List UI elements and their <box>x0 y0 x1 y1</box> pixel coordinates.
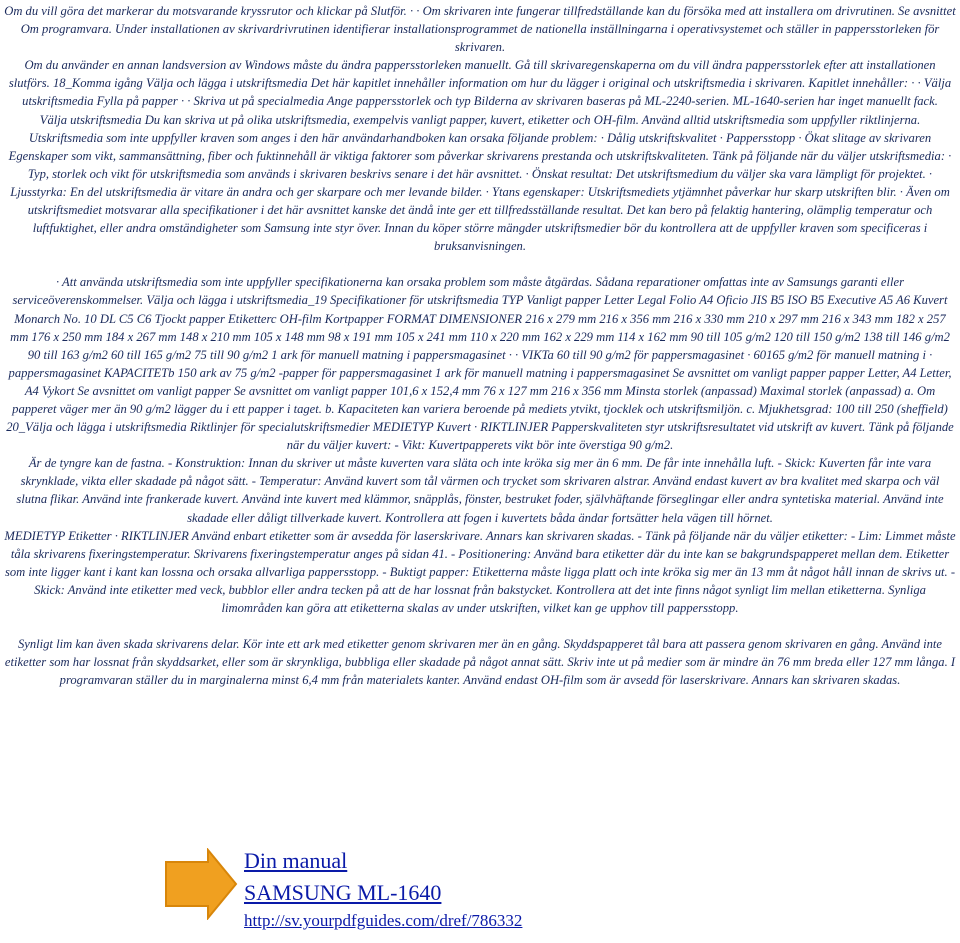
manual-link[interactable]: Din manual <box>244 848 348 873</box>
paragraph-2: Om du använder en annan landsversion av Windows måste du ändra pappersstorleken manuellt. Gå till skrivaregenskaperna om du vill ändra pappersstorlek efter att installationen slutförs. 18_Komma igång Välja och lägga i utskriftsmedia Det här kapitlet innehåller information om hur du lägger i original och utskriftsmedia i skrivaren. Kapitlet innehåller: · · Välja utskriftsmedia Fylla på papper · · Skriva ut på specialmedia Ange pappersstorlek och typ Bilderna av skrivaren baseras på ML-2240-serien. ML-1640-serien har inget manuellt fack. <box>8 58 952 109</box>
paragraph-5: Är de tyngre kan de fastna. - Konstruktion: Innan du skriver ut måste kuverten vara släta och inte kröka sig mer än 6 mm. De får inte innehålla luft. - Skick: Kuverten får inte vara skrynklade, vikta eller skadade på något sätt. - Temperatur: Använd kuvert som tål värmen och trycket som skrivaren alstrar. Använd endast kuvert av bra kvalitet med skarpa och väl slutna flikar. Använd inte frankerade kuvert. Använd inte kuvert med klämmor, snäpplås, fönster, bestruket foder, självhäftande förseglingar eller andra syntetiska material. Använd inte skadade eller dåligt tillverkade kuvert. Kontrollera att fogen i kuvertets båda ändar fortsätter hela vägen till hörnet. <box>16 456 944 525</box>
url-link[interactable]: http://sv.yourpdfguides.com/dref/786332 <box>244 911 523 930</box>
paragraph-7: Synligt lim kan även skada skrivarens delar. Kör inte ett ark med etiketter genom skrivaren mer än en gång. Skyddspapperet tål bara att passera genom skrivaren en gång. Använd inte etiketter som har lossnat från skyddsarket, eller som är skrynkliga, bubbliga eller skadade på något annat sätt. Skriv inte ut på medier som är mindre än 76 mm breda eller 127 mm långa. I programvaran ställer du in marginalerna minst 6,4 mm från materialets kanter. Använd endast OH-film som är avsedd för laserskrivare. Annars kan skrivaren skadas. <box>4 637 956 688</box>
paragraph-1: Om du vill göra det markerar du motsvarande kryssrutor och klickar på Slutför. · · Om skrivaren inte fungerar tillfredställande kan du försöka med att installera om drivrutinen. Se avsnittet Om programvara. Under installationen av skrivardrivrutinen identifierar installationsprogrammet de nationella inställningarna i operativsystemet och ställer in pappersstorleken för skrivaren. <box>4 4 956 55</box>
footer <box>160 846 720 938</box>
orange-arrow-icon <box>160 848 240 920</box>
paragraph-6: MEDIETYP Etiketter · RIKTLINJER Använd enbart etiketter som är avsedda för laserskrivare. Annars kan skrivaren skadas. - Tänk på följande när du väljer etiketter: - Lim: Limmet måste tåla skrivarens fixeringstemperatur. Skrivarens fixeringstemperatur anges på sidan 41. - Positionering: Använd bara etiketter där du inte kan se bakgrundspapperet mellan dem. Etiketter som inte ligger kant i kant kan lossna och orsaka allvarliga pappersstopp. - Buktigt papper: Etiketterna måste ligga platt och inte kröka sig mer än 13 mm åt något håll innan de skrivs ut. - Skick: Använd inte etiketter med veck, bubblor eller andra tecken på att de har lossnat från bakstycket. Kontrollera att det inte finns något synligt lim mellan etiketterna. Synliga limområden kan göra att etiketterna skalas av under utskriften, vilket kan ge upphov till pappersstopp. <box>4 528 956 615</box>
product-link[interactable]: SAMSUNG ML-1640 <box>244 880 442 905</box>
document-body <box>4 2 956 689</box>
footer-links <box>244 846 522 932</box>
paragraph-4: · Att använda utskriftsmedia som inte uppfyller specifikationerna kan orsaka problem som måste åtgärdas. Sådana reparationer omfattas inte av Samsungs garanti eller serviceöverenskommelser. Välja och lägga i utskriftsmedia_19 Specifikationer för utskriftsmedia TYP Vanligt papper Letter Legal Folio A4 Oficio JIS B5 ISO B5 Executive A5 A6 Kuvert Monarch No. 10 DL C5 C6 Tjockt papper Etiketterc OH-film Kortpapper FORMAT DIMENSIONER 216 x 279 mm 216 x 356 mm 216 x 330 mm 210 x 297 mm 216 x 343 mm 182 x 257 mm 176 x 250 mm 184 x 267 mm 148 x 210 mm 105 x 148 mm 98 x 191 mm 105 x 241 mm 110 x 220 mm 162 x 229 mm 114 x 162 mm 90 till 105 g/m2 120 till 150 g/m2 138 till 146 g/m2 90 till 163 g/m2 60 till 165 g/m2 75 till 90 g/m2 1 ark för manuell matning i pappersmagasinet · · VIKTa 60 till 90 g/m2 för pappersmagasinet · 60165 g/m2 för manuell matning i · pappersmagasinet KAPACITETb 150 ark av 75 g/m2 -papper för pappersmagasinet 1 ark för manuell matning i pappersmagasinet Se avsnittet om vanligt papper papper Letter, A4 Letter, A4 Vykort Se avsnittet om vanligt papper Se avsnittet om vanligt papper 101,6 x 152,4 mm 76 x 127 mm 216 x 356 mm Minsta storlek (anpassad) Maximal storlek (anpassad) a. Om papperet väger mer än 90 g/m2 lägger du i ett papper i taget. b. Kapaciteten kan variera beroende på mediets ytvikt, tjocklek och utskriftsmiljön. c. Mjukhetsgrad: 100 till 250 (sheffield) 20_Välja och lägga i utskriftsmedia Riktlinjer för specialutskriftsmedier MEDIETYP Kuvert · RIKTLINJER Papperskvaliteten styr utskriftsresultatet vid utskrift av kuvert. Tänk på följande när du väljer kuvert: - Vikt: Kuvertpapperets vikt bör inte överstiga 90 g/m2. <box>6 275 954 453</box>
paragraph-3: Välja utskriftsmedia Du kan skriva ut på olika utskriftsmedia, exempelvis vanligt papper, kuvert, etiketter och OH-film. Använd alltid utskriftsmedia som uppfyller riktlinjerna. Utskriftsmedia som inte uppfyller kraven som anges i den här användarhandboken kan orsaka följande problem: · Dålig utskriftskvalitet · Pappersstopp · Ökat slitage av skrivaren Egenskaper som vikt, sammansättning, fiber och fuktinnehåll är viktiga faktorer som påverkar skrivarens prestanda och utskriftskvaliteten. Tänk på följande när du väljer utskriftsmedia: · Typ, storlek och vikt för utskriftsmedia som används i skrivaren beskrivs senare i det här avsnittet. · Önskat resultat: Det utskriftsmedium du väljer ska vara lämpligt för projektet. · Ljusstyrka: En del utskriftsmedia är vitare än andra och ger skarpare och mer levande bilder. · Ytans egenskaper: Utskriftsmediets ytjämnhet påverkar hur skarp utskriften blir. · Även om utskriftsmediet motsvarar alla specifikationer i det här avsnittet kanske det ändå inte ger ett tillfredsställande resultat. Det kan bero på felaktig hantering, olämplig temperatur och luftfuktighet, eller andra omständigheter som Samsung inte styr över. Innan du köper större mängder utskriftsmedier bör du kontrollera att de uppfyller kraven som specificeras i bruksanvisningen. <box>8 112 952 254</box>
